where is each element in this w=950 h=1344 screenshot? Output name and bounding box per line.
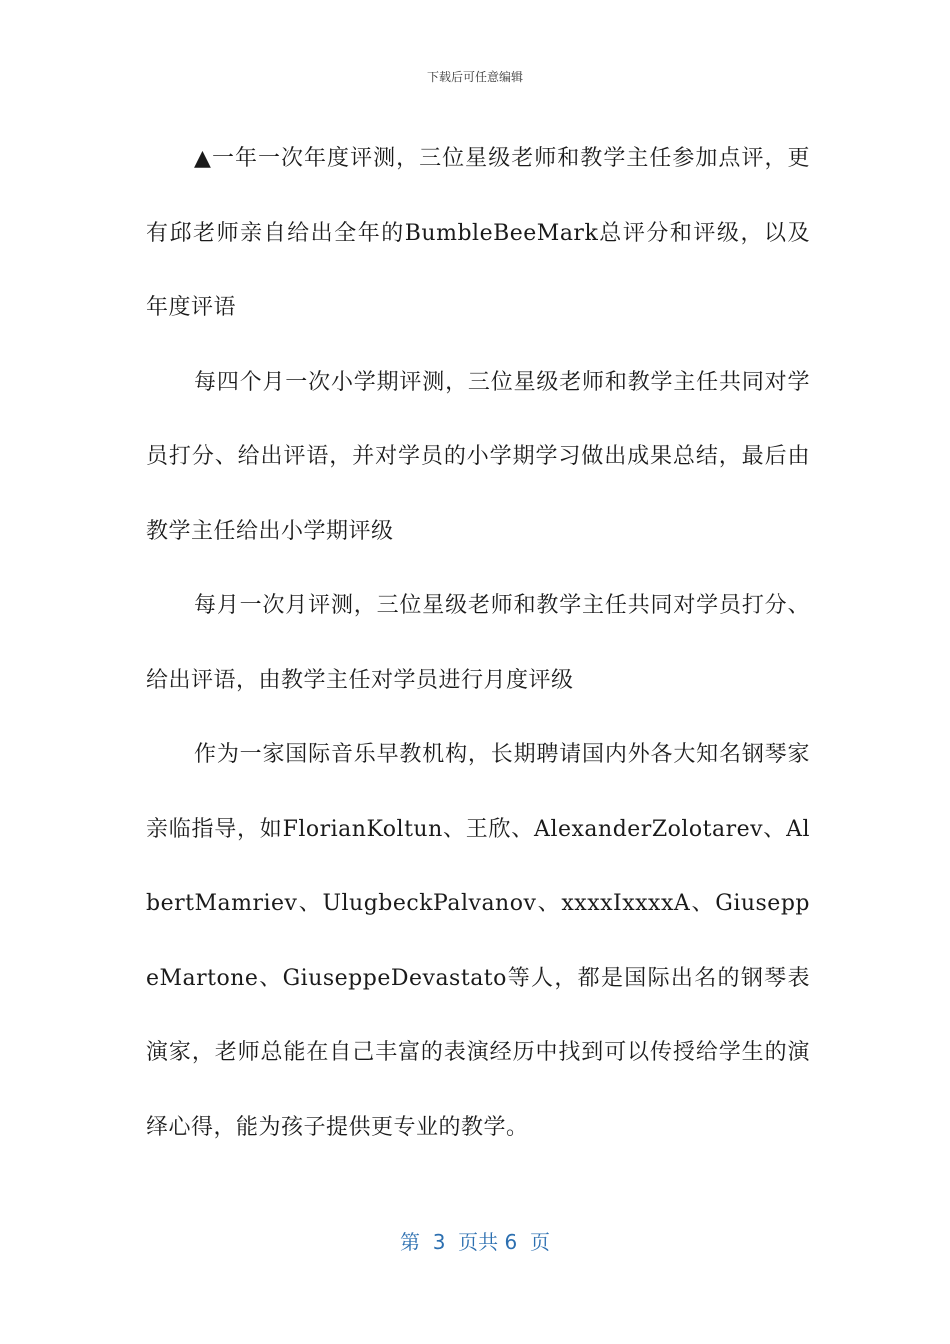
page-header: 下载后可任意编辑 bbox=[426, 70, 523, 84]
page-number-footer: 第 3 页共 6 页 bbox=[400, 1230, 550, 1254]
paragraph-pianists: 作为一家国际音乐早教机构，长期聘请国内外各大知名钢琴家亲临指导，如FlorianKoltun、王欣、AlexanderZolotarev、AlbertMamriev、UlugbeckPalvanov、xxxxIxxxxA、GiuseppeMartone、GiuseppeDevastato等人，都是国际出名的钢琴表演家，老师总能在自己丰富的表演经历中找到可以传授给学生的演绎心得，能为孩子提供更专业的教学。 bbox=[146, 742, 810, 1140]
document-body bbox=[146, 122, 810, 1165]
paragraph-annual-review: ▲一年一次年度评测，三位星级老师和教学主任参加点评，更有邱老师亲自给出全年的BumbleBeeMark总评分和评级，以及年度评语 bbox=[146, 146, 810, 320]
paragraph-term-review: 每四个月一次小学期评测，三位星级老师和教学主任共同对学员打分、给出评语，并对学员的小学期学习做出成果总结，最后由教学主任给出小学期评级 bbox=[146, 369, 810, 544]
paragraph-monthly-review: 每月一次月评测，三位星级老师和教学主任共同对学员打分、给出评语，由教学主任对学员进行月度评级 bbox=[146, 593, 810, 693]
